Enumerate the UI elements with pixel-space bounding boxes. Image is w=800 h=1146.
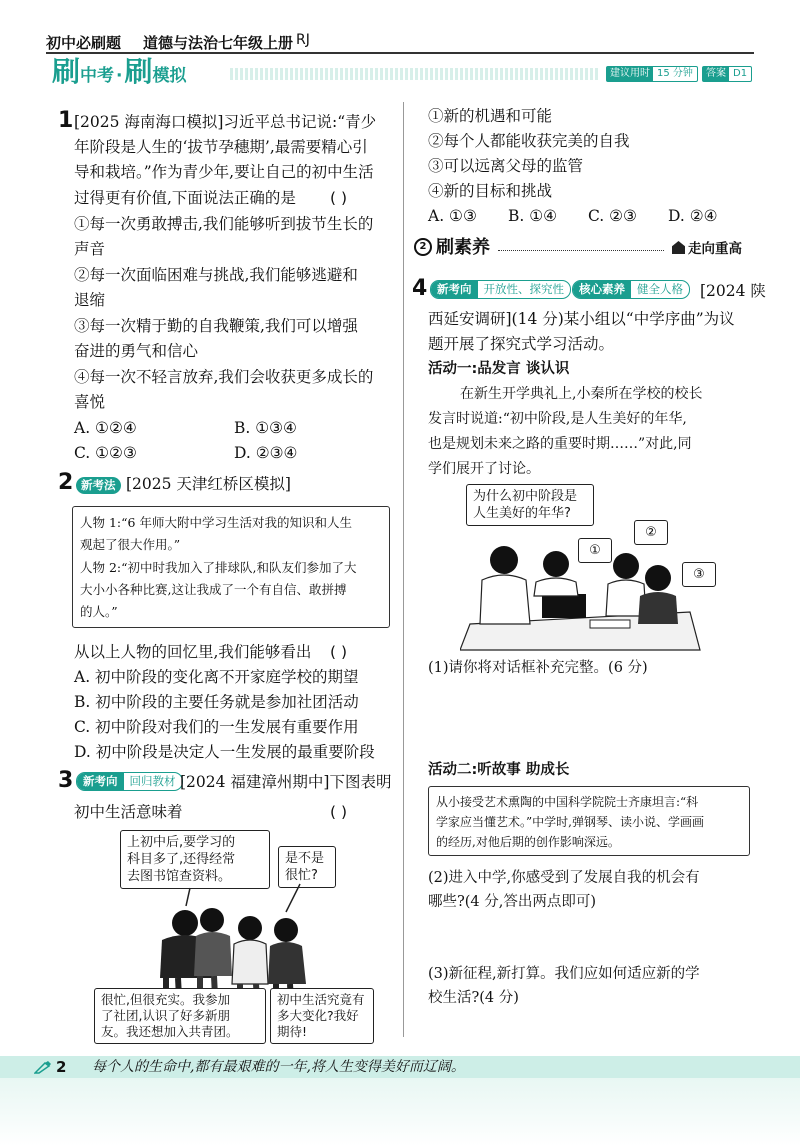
building-icon xyxy=(672,241,685,254)
q1-statement: 声音 xyxy=(74,240,106,258)
pen-icon xyxy=(34,1059,52,1073)
q2-option-b[interactable]: B. 初中阶段的主要任务就是参加社团活动 xyxy=(74,693,359,711)
answer-area[interactable] xyxy=(428,916,748,958)
q3-stem: [2024 福建漳州期中]下图表明 xyxy=(180,773,392,791)
q1-statement: 退缩 xyxy=(74,291,106,309)
book-edition: RJ xyxy=(296,32,310,48)
q3-tags xyxy=(76,772,183,791)
q4-illustration xyxy=(460,484,720,654)
speech-bubble: 是不是 很忙? xyxy=(278,846,336,888)
footer-bottom-band xyxy=(0,1078,800,1146)
q2-quote-line: 观起了很大作用。” xyxy=(80,537,181,552)
q1-statement: ②每一次面临困难与挑战,我们能够逃避和 xyxy=(74,266,358,284)
footer-motto: 每个人的生命中,都有最艰难的一年,将人生变得美好而辽阔。 xyxy=(92,1059,465,1075)
q4-act1-text: 发言时说道:“初中阶段,是人生美好的年华, xyxy=(428,411,687,427)
q1-stem-line: 导和栽培。”作为青少年,要让自己的初中生活 xyxy=(74,163,374,181)
q2-option-c[interactable]: C. 初中阶段对我们的一生发展有重要作用 xyxy=(74,718,359,736)
book-series: 初中必刷题 xyxy=(46,34,122,52)
q2-quote-line: 人物 2:“初中时我加入了排球队,和队友们参加了大 xyxy=(80,560,357,575)
q1-option-b[interactable]: B. ①③④ xyxy=(234,419,297,437)
book-subject: 道德与法治七年级上册 xyxy=(143,34,294,52)
speech-bubble: 上初中后,要学习的 科目多了,还得经常 去图书馆查资料。 xyxy=(120,830,270,889)
q1-stem-line: 过得更有价值,下面说法正确的是 xyxy=(74,189,296,207)
q4-tags-new xyxy=(430,280,571,299)
q1-statement: 喜悦 xyxy=(74,393,106,411)
q3-choice-c[interactable]: C. ②③ xyxy=(588,207,637,225)
q1-statement: ③每一次精于勤的自我鞭策,我们可以增强 xyxy=(74,317,358,335)
core-literacy-tag: 核心素养 xyxy=(573,281,631,298)
section-title: 刷 中考 · 刷 模拟 xyxy=(52,55,187,88)
blank-bubble-2[interactable]: ② xyxy=(634,520,668,545)
q3-option: ④新的目标和挑战 xyxy=(428,182,553,200)
q2-source: [2025 天津红桥区模拟] xyxy=(126,475,291,493)
q2-option-d[interactable]: D. 初中阶段是决定人一生发展的最重要阶段 xyxy=(74,743,375,761)
speech-bubble: 初中生活究竟有 多大变化?我好 期待! xyxy=(270,988,374,1044)
q4-source: [2024 陕 xyxy=(700,282,766,300)
q4-sub2: (2)进入中学,你感受到了发展自我的机会有 xyxy=(428,870,700,886)
question-number: 2 xyxy=(58,470,74,495)
new-direction-tag: 新考向 xyxy=(77,773,124,790)
q4-source: 西延安调研](14 分)某小组以“中学序曲”为议 xyxy=(428,310,735,328)
q2-quote-line: 人物 1:“6 年师大附中学习生活对我的知识和人生 xyxy=(80,515,352,530)
q1-statement: ①每一次勇敢搏击,我们能够听到拔节生长的 xyxy=(74,215,374,233)
question-number: 4 xyxy=(412,276,428,301)
section-title: 刷素养 xyxy=(436,237,490,258)
q3-illustration xyxy=(90,828,390,1039)
q4-tags-core xyxy=(572,280,690,299)
question-number: 1 xyxy=(58,108,74,133)
section-right: 走向重高 xyxy=(688,241,742,257)
q3-choice-d[interactable]: D. ②④ xyxy=(668,207,718,225)
q4-sub3: 校生活?(4 分) xyxy=(428,990,519,1006)
q2-tag xyxy=(76,474,121,494)
q2-quote-line: 大小小各种比赛,这让我成了一个有自信、敢拼搏 xyxy=(80,582,347,597)
section-header xyxy=(414,236,756,262)
q3-choice-b[interactable]: B. ①④ xyxy=(508,207,558,225)
answer-area[interactable] xyxy=(428,682,748,752)
q4-story-line: 从小接受艺术熏陶的中国科学院院士齐康坦言:“科 xyxy=(436,795,699,809)
speech-bubble: 为什么初中阶段是 人生美好的年华? xyxy=(466,484,594,526)
q1-statement: 奋进的勇气和信心 xyxy=(74,342,199,360)
q2-stem: 从以上人物的回忆里,我们能够看出 xyxy=(74,643,312,661)
new-exam-tag: 新考法 xyxy=(76,477,121,494)
q3-stem: 初中生活意味着 xyxy=(74,803,183,821)
q3-option: ③可以远离父母的监管 xyxy=(428,157,584,175)
q1-option-a[interactable]: A. ①②④ xyxy=(74,419,137,437)
q3-choice-a[interactable]: A. ①③ xyxy=(428,207,477,225)
section-icon: 2 xyxy=(414,238,432,256)
q4-sub2: 哪些?(4 分,答出两点即可) xyxy=(428,894,597,910)
personality-tag: 健全人格 xyxy=(637,282,683,296)
answer-paren[interactable]: ( ) xyxy=(330,189,348,207)
q4-story-line: 学家应当懂艺术。”中学时,弹钢琴、读小说、学画画 xyxy=(436,815,704,829)
activity-title: 活动二:听故事 助成长 xyxy=(428,762,570,778)
title-stripe xyxy=(230,68,600,80)
speech-bubble: 很忙,但很充实。我参加 了社团,认识了好多新朋 友。我还想加入共青团。 xyxy=(94,988,266,1044)
open-tag: 开放性、探究性 xyxy=(483,282,564,296)
blank-bubble-3[interactable]: ③ xyxy=(682,562,716,587)
q4-source: 题开展了探究式学习活动。 xyxy=(428,335,615,353)
section-dotted-line xyxy=(498,250,664,251)
header-bar xyxy=(0,0,800,90)
q3-option: ①新的机遇和可能 xyxy=(428,107,553,125)
q2-quote-line: 的人。” xyxy=(80,604,118,619)
q4-act1-text: 在新生开学典礼上,小秦所在学校的校长 xyxy=(460,386,703,402)
q1-option-c[interactable]: C. ①②③ xyxy=(74,444,137,462)
q4-act1-text: 也是规划未来之路的重要时期……”对此,同 xyxy=(428,436,692,452)
q3-option: ②每个人都能收获完美的自我 xyxy=(428,132,630,150)
answer-paren[interactable]: ( ) xyxy=(330,643,348,661)
time-badge: 建议用时 15 分钟 xyxy=(606,66,698,82)
discussion-illustration xyxy=(460,484,720,654)
q1-stem-line: 年阶段是人生的‘拔节孕穗期’,最需要精心引 xyxy=(74,138,368,156)
answer-area[interactable] xyxy=(428,1012,748,1036)
question-number: 3 xyxy=(58,768,74,793)
q4-sub1: (1)请你将对话框补充完整。(6 分) xyxy=(428,660,648,676)
q4-story-line: 的经历,对他后期的创作影响深远。 xyxy=(436,835,620,849)
textbook-tag: 回归教材 xyxy=(129,774,176,788)
q1-statement: ④每一次不轻言放弃,我们会收获更多成长的 xyxy=(74,368,374,386)
q1-stem-line: [2025 海南海口模拟]习近平总书记说:“青少 xyxy=(74,113,377,131)
q4-act1-text: 学们展开了讨论。 xyxy=(428,461,540,477)
q2-option-a[interactable]: A. 初中阶段的变化离不开家庭学校的期望 xyxy=(74,668,359,686)
column-divider xyxy=(403,102,404,1037)
answer-badge: 答案 D1 xyxy=(702,66,752,82)
answer-paren[interactable]: ( ) xyxy=(330,803,348,821)
q4-sub3: (3)新征程,新打算。我们应如何适应新的学 xyxy=(428,966,700,982)
activity-title: 活动一:品发言 谈认识 xyxy=(428,361,570,377)
blank-bubble-1[interactable]: ① xyxy=(578,538,612,563)
new-direction-tag: 新考向 xyxy=(431,281,478,298)
page-number: 2 xyxy=(56,1058,67,1076)
header-rule xyxy=(46,52,754,54)
q1-option-d[interactable]: D. ②③④ xyxy=(234,444,298,462)
